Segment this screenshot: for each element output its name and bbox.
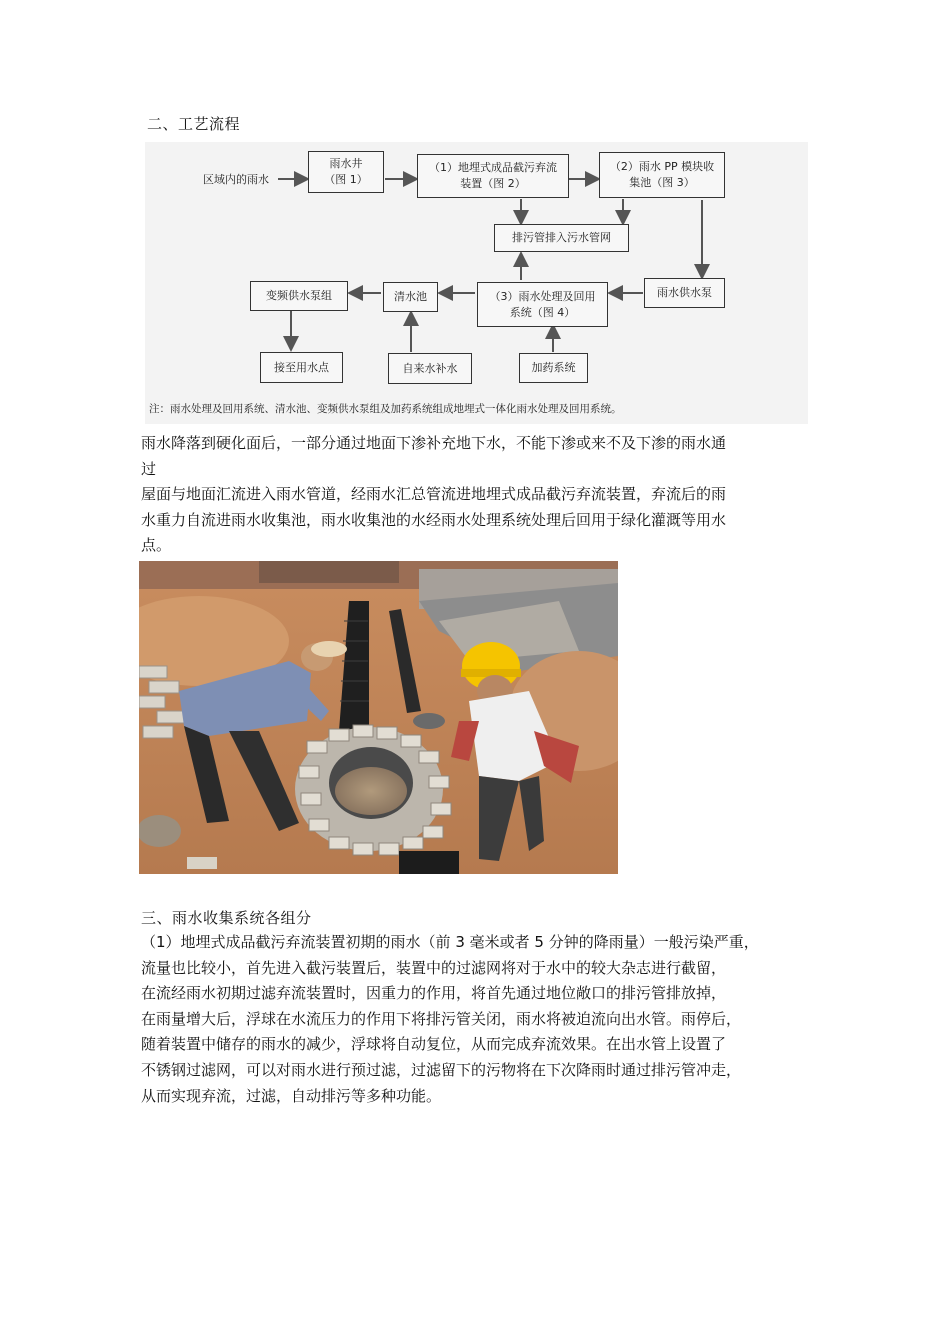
box-interceptor: （1）地埋式成品截污弃流 装置（图 2） [417, 154, 569, 198]
diagram-note: 注：雨水处理及回用系统、清水池、变频供水泵组及加药系统组成地埋式一体化雨水处理及回用系统。 [149, 403, 622, 415]
text-line: 随着装置中储存的雨水的减少，浮球将自动复位，从而完成弃流效果。在出水管上设置了 [141, 1035, 727, 1054]
section-heading-process: 二、工艺流程 [147, 115, 241, 133]
box-dosing: 加药系统 [519, 353, 588, 383]
text-line: 不锈钢过滤网，可以对雨水进行预过滤，过滤留下的污物将在下次降雨时通过排污管冲走， [141, 1060, 742, 1079]
text-line: （1）地埋式成品截污弃流装置初期的雨水（前 3 毫米或者 5 分钟的降雨量）一般污染严重， [141, 933, 759, 951]
box-clear-pool: 清水池 [383, 282, 438, 312]
text-line: 点。 [141, 536, 172, 555]
box-pp-tank: （2）雨水 PP 模块收 集池（图 3） [599, 152, 725, 198]
text-line: 屋面与地面汇流进入雨水管道，经雨水汇总管流进地埋式成品截污弃流装置，弃流后的雨 [141, 485, 727, 504]
source-label: 区域内的雨水 [203, 173, 269, 186]
box-rain-well: 雨水井 （图 1） [308, 151, 384, 193]
paragraph-components [141, 930, 759, 1109]
paragraph-intro [141, 431, 726, 559]
section-heading-components: 三、雨水收集系统各组分 [141, 909, 312, 927]
text-line: 在雨量增大后，浮球在水流压力的作用下将排污管关闭，雨水将被迫流向出水管。雨停后， [141, 1009, 742, 1028]
box-treatment: （3）雨水处理及回用 系统（图 4） [477, 282, 608, 327]
construction-photo [139, 561, 618, 874]
text-line: 从而实现弃流，过滤，自动排污等多种功能。 [141, 1086, 442, 1105]
text-line: 水重力自流进雨水收集池，雨水收集池的水经雨水处理系统处理后回用于绿化灌溉等用水 [141, 510, 727, 529]
text-line: 雨水降落到硬化面后，一部分通过地面下渗补充地下水，不能下渗或来不及下渗的雨水通 [141, 434, 727, 452]
box-supply-pump: 雨水供水泵 [644, 278, 725, 308]
text-line: 在流经雨水初期过滤弃流装置时，因重力的作用，将首先通过地位敞口的排污管排放掉， [141, 984, 727, 1003]
text-line: 流量也比较小，首先进入截污装置后，装置中的过滤网将对于水中的较大杂志进行截留， [141, 958, 727, 977]
box-sewer: 排污管排入污水管网 [494, 224, 629, 252]
text-line: 过 [141, 459, 157, 478]
box-tap-water: 自来水补水 [388, 353, 472, 384]
process-flow-diagram [145, 142, 808, 424]
box-use-point: 接至用水点 [260, 352, 343, 383]
box-vf-pump: 变频供水泵组 [250, 281, 348, 311]
